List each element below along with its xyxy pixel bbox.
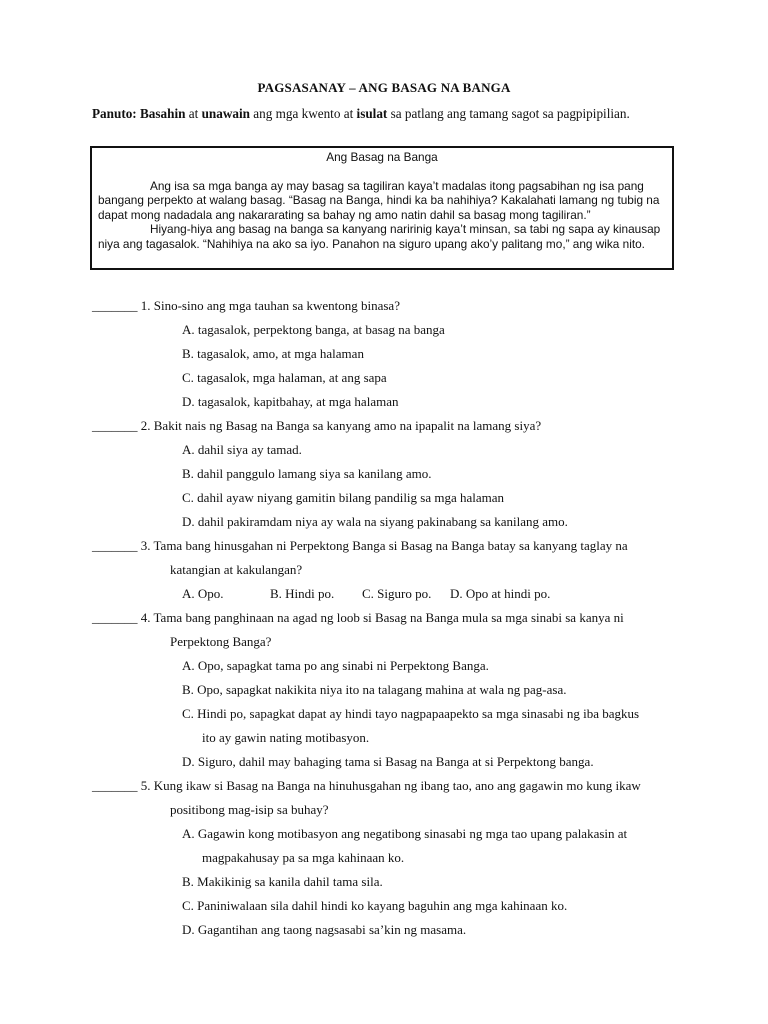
question-5-option-a: A. Gagawin kong motibasyon ang negatibong sinasabi ng mga tao upang palakasin at bbox=[182, 826, 628, 841]
question-1-option-b: B. tagasalok, amo, at mga halaman bbox=[182, 346, 364, 361]
question-5-option-b: B. Makikinig sa kanila dahil tama sila. bbox=[182, 874, 383, 889]
story-box bbox=[90, 146, 674, 270]
question-3: _______ 3. Tama bang hinusgahan ni Perpektong Banga si Basag na Banga batay sa kanyang taglay na bbox=[92, 538, 628, 553]
question-5-continuation: positibong mag-isip sa buhay? bbox=[170, 802, 329, 817]
question-4-option-b: B. Opo, sapagkat nakikita niya ito na talagang mahina at wala ng pag-asa. bbox=[182, 682, 567, 697]
question-3-option-c: C. Siguro po. bbox=[362, 586, 432, 601]
question-4-option-d: D. Siguro, dahil may bahaging tama si Basag na Banga at si Perpektong banga. bbox=[182, 754, 594, 769]
story-title: Ang Basag na Banga bbox=[326, 150, 438, 164]
question-2-option-b: B. dahil panggulo lamang siya sa kanilang amo. bbox=[182, 466, 432, 481]
instructions-word-isulat: isulat bbox=[356, 106, 388, 121]
question-1-option-d: D. tagasalok, kapitbahay, at mga halaman bbox=[182, 394, 399, 409]
story-paragraph-1: Ang isa sa mga banga ay may basag sa tagiliran kaya’t madalas itong pagsabihan ng isa pang bangang perpekto at walang basag. “Basag na Banga, hindi ka ba nahihiya? Kakalahati lamang ng tubig na dapat mong nadadala ang nakararating sa bahay ng amo natin dahil sa basag mong tagiliran.” bbox=[98, 178, 660, 222]
instructions-word-basahin: Basahin bbox=[140, 106, 186, 121]
question-3-options bbox=[182, 586, 550, 602]
worksheet-title: PAGSASANAY – ANG BASAG NA BANGA bbox=[257, 80, 511, 95]
question-2-option-d: D. dahil pakiramdam niya ay wala na siyang pakinabang sa kanilang amo. bbox=[182, 514, 568, 529]
question-5-option-d: D. Gagantihan ang taong nagsasabi sa’kin ng masama. bbox=[182, 922, 467, 937]
question-3-option-b: B. Hindi po. bbox=[270, 586, 335, 601]
instructions bbox=[92, 104, 682, 123]
question-4-option-a: A. Opo, sapagkat tama po ang sinabi ni Perpektong Banga. bbox=[182, 658, 489, 673]
instructions-text: ang mga kwento at bbox=[249, 106, 357, 121]
question-4-continuation: Perpektong Banga? bbox=[170, 634, 272, 649]
question-2-option-c: C. dahil ayaw niyang gamitin bilang pandilig sa mga halaman bbox=[182, 490, 505, 505]
question-4: _______ 4. Tama bang panghinaan na agad ng loob si Basag na Banga mula sa mga sinabi sa kanya ni bbox=[92, 610, 624, 625]
question-5: _______ 5. Kung ikaw si Basag na Banga na hinuhusgahan ng ibang tao, ano ang gagawin mo kung ikaw bbox=[92, 778, 641, 793]
question-1-option-a: A. tagasalok, perpektong banga, at basag na banga bbox=[182, 322, 445, 337]
question-4-option-c: C. Hindi po, sapagkat dapat ay hindi tayo nagpapaapekto sa mga sinasabi ng iba bagkus bbox=[182, 706, 640, 721]
instructions-text: sa patlang ang tamang sagot sa pagpipipilian. bbox=[387, 106, 630, 121]
question-1: _______ 1. Sino-sino ang mga tauhan sa kwentong binasa? bbox=[92, 298, 400, 313]
instructions-word-unawain: unawain bbox=[201, 106, 250, 121]
question-2: _______ 2. Bakit nais ng Basag na Banga sa kanyang amo na ipapalit na lamang siya? bbox=[92, 418, 542, 433]
question-5-option-c: C. Paniniwalaan sila dahil hindi ko kayang baguhin ang mga kahinaan ko. bbox=[182, 898, 568, 913]
question-5-option-a-continuation: magpakahusay pa sa mga kahinaan ko. bbox=[202, 850, 405, 865]
question-2-option-a: A. dahil siya ay tamad. bbox=[182, 442, 302, 457]
question-3-option-a: A. Opo. bbox=[182, 586, 224, 601]
question-3-option-d: D. Opo at hindi po. bbox=[450, 586, 551, 601]
question-1-option-c: C. tagasalok, mga halaman, at ang sapa bbox=[182, 370, 387, 385]
question-3-continuation: katangian at kakulangan? bbox=[170, 562, 303, 577]
instructions-text: at bbox=[185, 106, 202, 121]
instructions-label: Panuto: bbox=[92, 106, 137, 121]
story-paragraph-2: Hiyang-hiya ang basag na banga sa kanyang naririnig kaya’t minsan, sa tabi ng sapa ay kinausap niya ang tagasalok. “Nahihiya na ako sa iyo. Panahon na siguro upang ako’y palitang mo,” ang wika nito. bbox=[98, 222, 661, 251]
question-4-option-c-continuation: ito ay gawin nating motibasyon. bbox=[202, 730, 370, 745]
